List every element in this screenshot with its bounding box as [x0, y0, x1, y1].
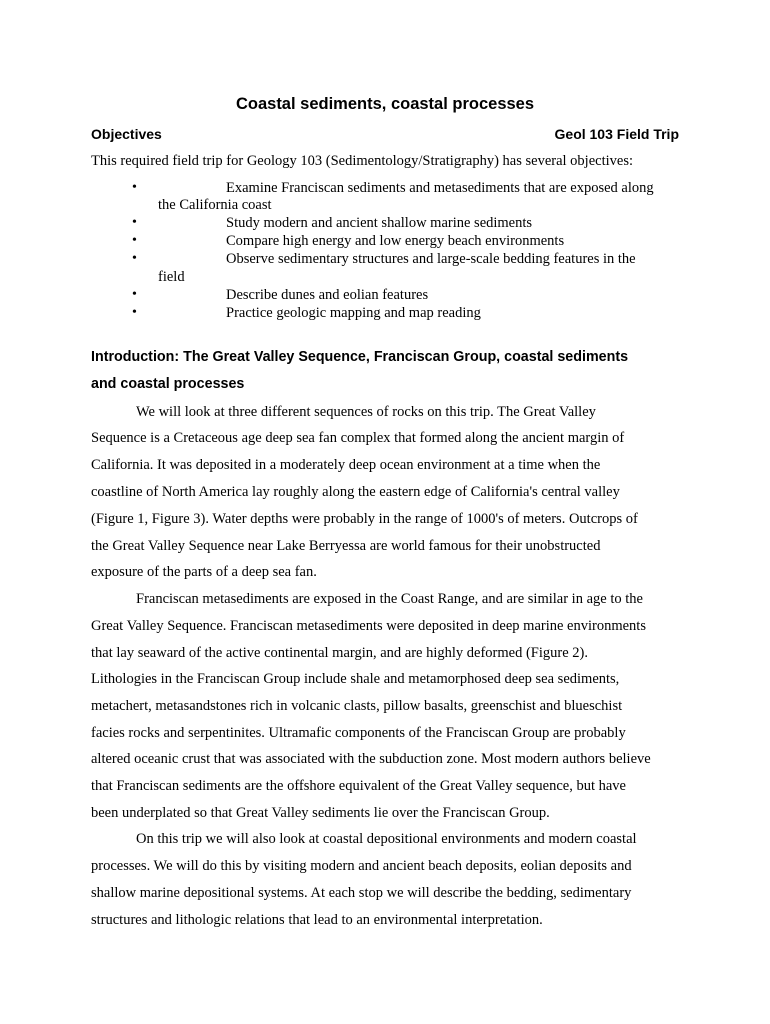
bullet-icon: • — [132, 287, 137, 302]
list-item-text: Compare high energy and low energy beach environments — [226, 233, 565, 249]
objectives-row — [91, 125, 679, 143]
list-item-text: Study modern and ancient shallow marine sediments — [226, 215, 533, 231]
paragraph-line: altered oceanic crust that was associated with the subduction zone. Most modern authors believe — [91, 751, 651, 767]
paragraph-line: exposure of the parts of a deep sea fan. — [91, 564, 317, 580]
list-item-text: the California coast — [158, 197, 272, 213]
section-heading: Introduction: The Great Valley Sequence, Franciscan Group, coastal sediments — [91, 349, 629, 365]
paragraph-line: coastline of North America lay roughly along the eastern edge of California's central valley — [91, 484, 620, 500]
paragraph-line: that Franciscan sediments are the offshore equivalent of the Great Valley sequence, but have — [91, 778, 626, 794]
paragraph-line: that lay seaward of the active continental margin, and are highly deformed (Figure 2). — [91, 645, 588, 661]
document-title: Coastal sediments, coastal processes — [235, 95, 535, 113]
intro-sentence: This required field trip for Geology 103 (Sedimentology/Stratigraphy) has several objectives: — [91, 153, 634, 169]
bullet-icon: • — [132, 251, 137, 266]
paragraph-line: (Figure 1, Figure 3). Water depths were probably in the range of 1000's of meters. Outcrops of — [91, 511, 638, 527]
paragraph-line: Franciscan metasediments are exposed in the Coast Range, and are similar in age to the — [136, 591, 643, 607]
paragraph-line: Great Valley Sequence. Franciscan metasediments were deposited in deep marine environments — [91, 618, 646, 634]
bullet-icon: • — [132, 233, 137, 248]
paragraph-line: We will look at three different sequences of rocks on this trip. The Great Valley — [136, 404, 596, 420]
paragraph-line: been underplated so that Great Valley sediments lie over the Franciscan Group. — [91, 805, 550, 821]
objectives-label: Objectives — [91, 126, 162, 142]
paragraph-line: Sequence is a Cretaceous age deep sea fan complex that formed along the ancient margin of — [91, 430, 625, 446]
paragraph-line: facies rocks and serpentinites. Ultramafic components of the Franciscan Group are probably — [91, 725, 626, 741]
paragraph-line: metachert, metasandstones rich in volcanic clasts, pillow basalts, greenschist and blueschist — [91, 698, 623, 714]
bullet-icon: • — [132, 305, 137, 320]
section-heading-continuation: and coastal processes — [91, 376, 245, 392]
list-item-text: Practice geologic mapping and map reading — [226, 305, 481, 321]
paragraph-line: processes. We will do this by visiting modern and ancient beach deposits, eolian deposits and — [91, 858, 632, 874]
bullet-icon: • — [132, 215, 137, 230]
paragraph-line: the Great Valley Sequence near Lake Berryessa are world famous for their unobstructed — [91, 538, 601, 554]
paragraph-line: Lithologies in the Franciscan Group include shale and metamorphosed deep sea sediments, — [91, 671, 620, 687]
list-item-text: Examine Franciscan sediments and metasediments that are exposed along — [226, 180, 654, 196]
list-item-text: Observe sedimentary structures and large-scale bedding features in the — [226, 251, 636, 267]
bullet-icon: • — [132, 180, 137, 195]
paragraph-line: shallow marine depositional systems. At each stop we will describe the bedding, sedimentary — [91, 885, 632, 901]
list-item-text: field — [158, 269, 185, 285]
paragraph-line: structures and lithologic relations that lead to an environmental interpretation. — [91, 912, 543, 928]
paragraph-line: California. It was deposited in a moderately deep ocean environment at a time when the — [91, 457, 601, 473]
paragraph-line: On this trip we will also look at coastal depositional environments and modern coastal — [136, 831, 637, 847]
course-label: Geol 103 Field Trip — [554, 126, 679, 142]
list-item-text: Describe dunes and eolian features — [226, 287, 429, 303]
